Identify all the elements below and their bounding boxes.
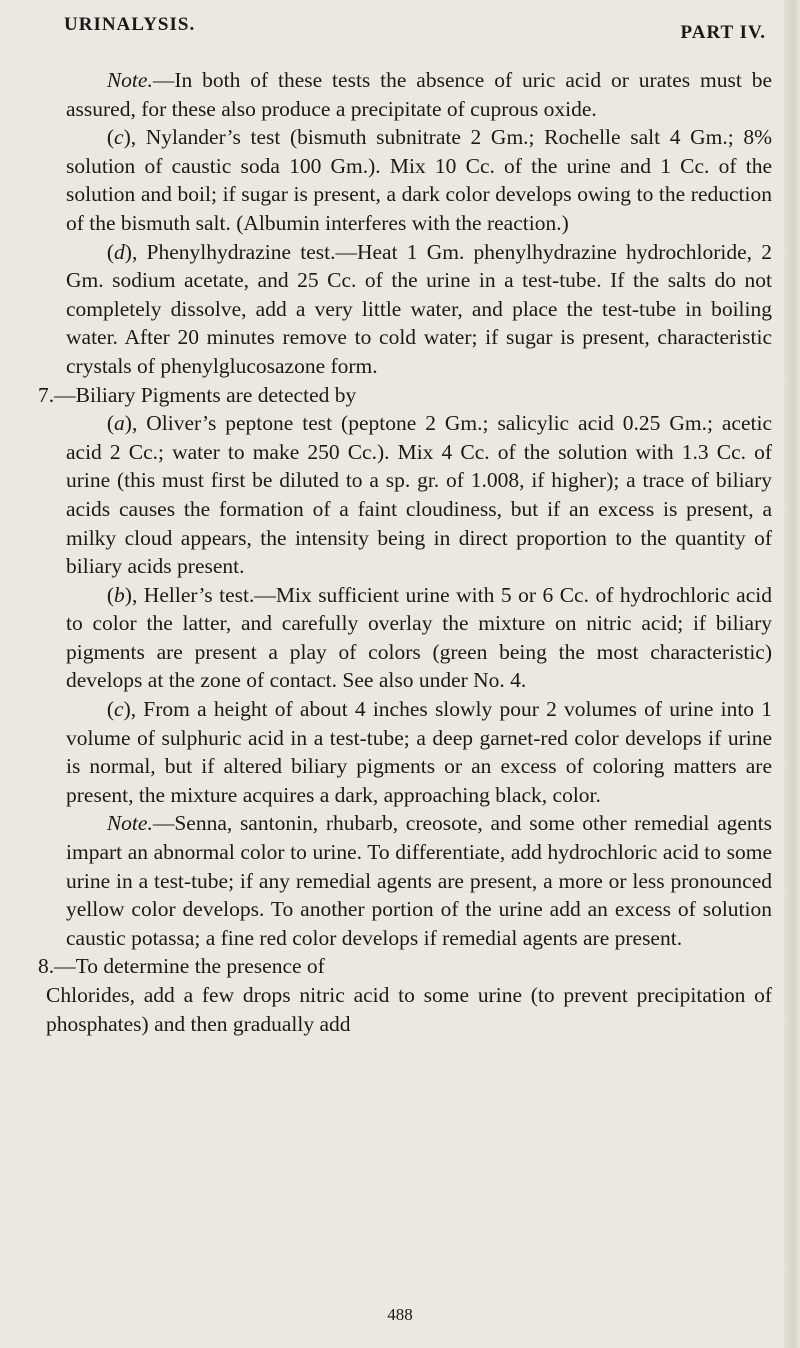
note-label: Note. bbox=[106, 811, 153, 836]
item-label: c bbox=[114, 697, 124, 722]
paragraph-text: , Phenylhydrazine test.—Heat 1 Gm. phenylhydrazine hydrochloride, 2 Gm. sodium acetate, and 25 Cc. of the urine in a test-tube. If the salts do not completely dissolve, add a very little water, and place the test-tube in boiling water. After 20 minutes remove to cold water; if sugar is present, characteristic crystals of phenylglucosazone form. bbox=[66, 239, 772, 378]
item-label: b bbox=[114, 582, 125, 607]
paragraph-phenylhydrazine: (d), Phenylhydrazine test.—Heat 1 Gm. phenylhydrazine hydrochloride, 2 Gm. sodium acetate, and 25 Cc. of the urine in a test-tube. If the salts do not completely dissolve, add a very little water, and place the test-tube in boiling water. After 20 minutes remove to cold water; if sugar is present, characteristic crystals of phenylglucosazone form. bbox=[66, 239, 772, 378]
paragraph-sulphuric: (c), From a height of about 4 inches slowly pour 2 volumes of urine into 1 volume of sulphuric acid in a test-tube; a deep garnet-red color develops if urine is normal, but if altered biliary pigments or an excess of coloring matters are present, the mixture acquires a dark, approaching black, color. bbox=[66, 697, 772, 807]
paragraph-text: —Senna, santonin, rhubarb, creosote, and some other remedial agents impart an abnormal color to urine. To differentiate, add hydrochloric acid to some urine in a test-tube; if any remedial agents are present, a more or less pronounced yellow color develops. To another portion of the urine add an excess of solution caustic potassa; a fine red color develops if remedial agents are present. bbox=[66, 811, 772, 950]
running-header bbox=[64, 8, 766, 43]
page-number: 488 bbox=[387, 1305, 413, 1324]
page-body bbox=[38, 66, 772, 1038]
item-label: a bbox=[114, 411, 125, 436]
page-edge bbox=[784, 0, 800, 1348]
paragraph-text: , Oliver’s peptone test (peptone 2 Gm.; salicylic acid 0.25 Gm.; acetic acid 2 Cc.; water to make 250 Cc.). Mix 4 Cc. of the solution with 1.3 Cc. of urine (this must first be diluted to a sp. gr. of 1.008, if higher); a trace of biliary acids causes the formation of a faint cloudiness, but if an excess is present, a milky cloud appears, the intensity being in direct proportion to the quantity of biliary acids present. bbox=[66, 411, 772, 579]
paragraph-text: , Nylander’s test (bismuth subnitrate 2 Gm.; Rochelle salt 4 Gm.; 8% solution of caustic soda 100 Gm.). Mix 10 Cc. of the urine and 1 Cc. of the solution and boil; if sugar is present, a dark color develops owing to the reduction of the bismuth salt. (Albumin interferes with the reaction.) bbox=[66, 125, 772, 235]
paragraph-heller: (b), Heller’s test.—Mix sufficient urine with 5 or 6 Cc. of hydrochloric acid to color the latter, and carefully overlay the mixture on nitric acid; if biliary pigments are present a play of colors (green being the most characteristic) develops at the zone of contact. See also under No. 4. bbox=[66, 582, 772, 693]
paragraph-chlorides: Chlorides, add a few drops nitric acid to some urine (to prevent precipitation of phosphates) and then gradually add bbox=[46, 983, 772, 1036]
section-heading-7: 7.—Biliary Pigments are detected by bbox=[38, 382, 357, 407]
paragraph-text: —In both of these tests the absence of uric acid or urates must be assured, for these also produce a precipitate of cuprous oxide. bbox=[66, 68, 772, 121]
paragraph-text: , Heller’s test.—Mix sufficient urine with 5 or 6 Cc. of hydrochloric acid to color the latter, and carefully overlay the mixture on nitric acid; if biliary pigments are present a play of colors (green being the most characteristic) develops at the zone of contact. See also under No. 4. bbox=[66, 582, 772, 693]
header-part: PART IV. bbox=[680, 22, 766, 43]
note-label: Note. bbox=[106, 68, 153, 92]
paragraph-text: , From a height of about 4 inches slowly pour 2 volumes of urine into 1 volume of sulphuric acid in a test-tube; a deep garnet-red color develops if urine is normal, but if altered biliary pigments or an excess of coloring matters are present, the mixture acquires a dark, approaching black, color. bbox=[66, 697, 772, 807]
paragraph-note-2 bbox=[66, 809, 772, 952]
item-label: c bbox=[114, 125, 124, 150]
section-heading-8: 8.—To determine the presence of bbox=[38, 954, 325, 979]
item-label: d bbox=[114, 239, 125, 264]
paragraph-oliver: (a), Oliver’s peptone test (peptone 2 Gm.; salicylic acid 0.25 Gm.; acetic acid 2 Cc.; water to make 250 Cc.). Mix 4 Cc. of the solution with 1.3 Cc. of urine (this must first be diluted to a sp. gr. of 1.008, if higher); a trace of biliary acids causes the formation of a faint cloudiness, but if an excess is present, a milky cloud appears, the intensity being in direct proportion to the quantity of biliary acids present. bbox=[66, 411, 772, 579]
header-title: URINALYSIS. bbox=[64, 14, 196, 35]
paragraph-nylander: (c), Nylander’s test (bismuth subnitrate 2 Gm.; Rochelle salt 4 Gm.; 8% solution of caustic soda 100 Gm.). Mix 10 Cc. of the urine and 1 Cc. of the solution and boil; if sugar is present, a dark color develops owing to the reduction of the bismuth salt. (Albumin interferes with the reaction.) bbox=[66, 125, 772, 235]
paragraph-note-1 bbox=[66, 66, 772, 123]
